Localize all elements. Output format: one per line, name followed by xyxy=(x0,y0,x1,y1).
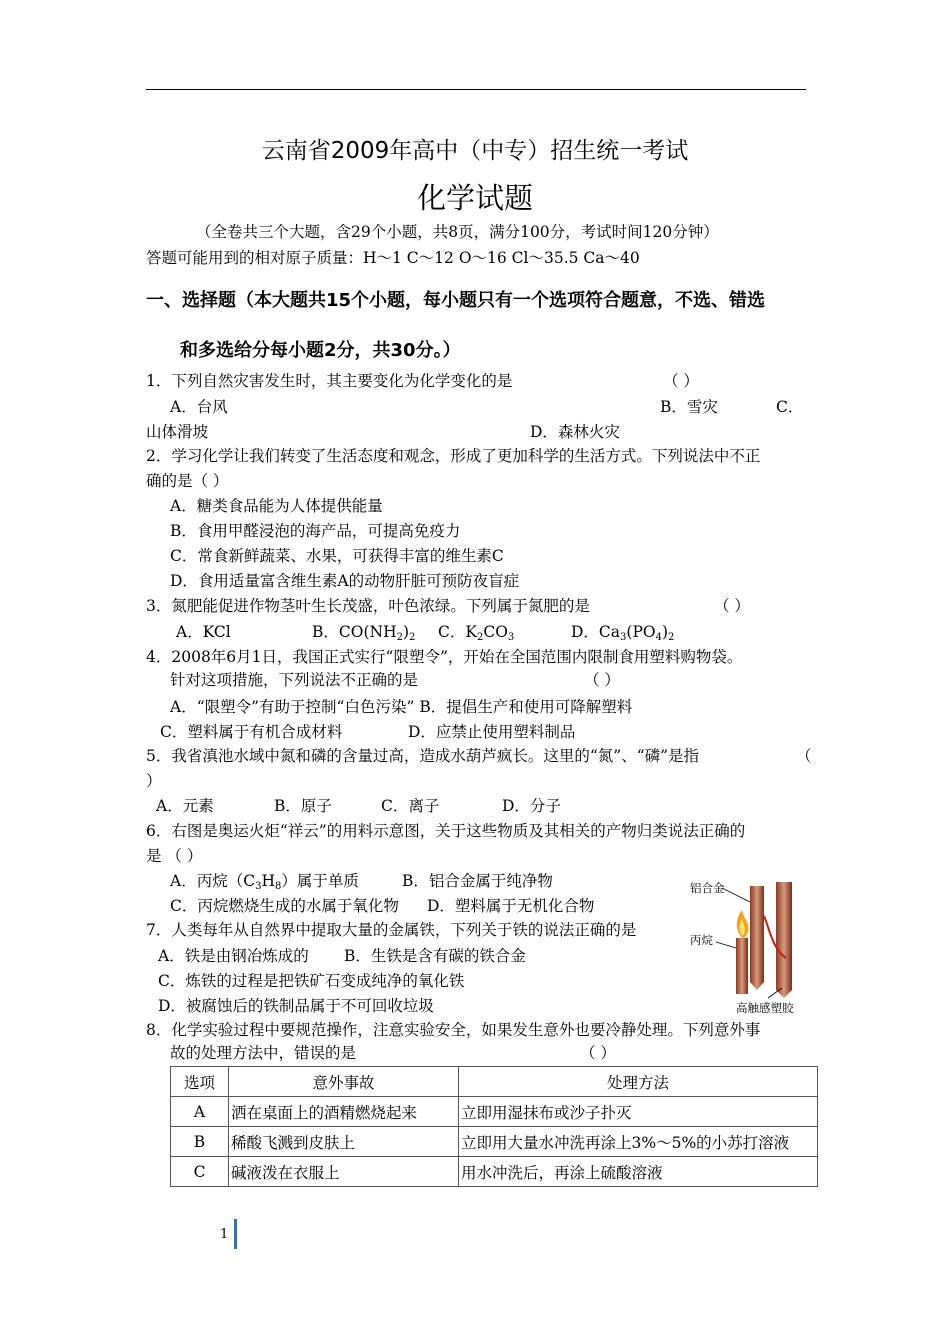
table-row xyxy=(171,1157,818,1187)
table-header: 意外事故 xyxy=(229,1067,459,1097)
q1-option-c: C． xyxy=(776,398,804,416)
q1-option-d: D．森林火灾 xyxy=(530,423,620,441)
table-cell: 碱液泼在衣服上 xyxy=(229,1157,459,1187)
q2-option-b: B．食用甲醛浸泡的海产品，可提高免疫力 xyxy=(170,522,461,540)
q8-stem-line2: 故的处理方法中，错误的是 xyxy=(170,1044,357,1062)
q6-option-c: C．丙烷燃烧生成的水属于氧化物 xyxy=(170,897,399,915)
q3-option-b: B．$CO(NH_2)_2$ xyxy=(312,623,416,643)
q1-stem: 1．下列自然灾害发生时，其主要变化为化学变化的是 xyxy=(146,372,513,390)
q5-stem: 5．我省滇池水域中氮和磷的含量过高，造成水葫芦疯长。这里的“氮”、“磷”是指 xyxy=(146,747,700,765)
exam-title: 云南省2009年高中（中专）招生统一考试 xyxy=(261,138,689,164)
table-cell: 立即用大量水冲洗再涂上3%～5%的小苏打溶液 xyxy=(459,1127,818,1157)
q6-option-b: B．铝合金属于纯净物 xyxy=(402,872,553,890)
q7-stem: 7．人类每年从自然界中提取大量的金属铁，下列关于铁的说法正确的是 xyxy=(146,921,637,939)
q1-option-b: B．雪灾 xyxy=(660,398,718,416)
q2-option-a: A．糖类食品能为人体提供能量 xyxy=(170,497,383,515)
q3-option-c: C．$K_2CO_3$ xyxy=(438,623,515,643)
q4-option-ab: A．“限塑令”有助于控制“白色污染” B．提倡生产和使用可降解塑料 xyxy=(170,698,633,716)
subject-title: 化学试题 xyxy=(416,181,533,215)
q4-answer-paren: （ ） xyxy=(584,671,620,689)
atomic-masses: 答题可能用到的相对原子质量：H～1 C～12 O～16 Cl～35.5 Ca～40 xyxy=(146,249,640,267)
q7-option-b: B．生铁是含有碳的铁合金 xyxy=(344,947,526,965)
q5-option-c: C．离子 xyxy=(381,797,440,815)
q1-answer-paren: （ ） xyxy=(663,372,699,390)
section-heading-line1: 一、选择题（本大题共15个小题，每小题只有一个选项符合题意，不选、错选 xyxy=(146,290,766,311)
table-cell: C xyxy=(171,1157,229,1187)
q4-stem-line1: 4．2008年6月1日，我国正式实行“限塑令”，开始在全国范围内限制食用塑料购物袋。 xyxy=(146,648,743,666)
leader-alloy xyxy=(722,888,750,902)
torch-tube-left xyxy=(736,938,748,994)
table-cell: 洒在桌面上的酒精燃烧起来 xyxy=(229,1097,459,1127)
leader-propane xyxy=(716,942,736,948)
table-cell: B xyxy=(171,1127,229,1157)
torch-tube-middle xyxy=(750,886,764,990)
table-header: 选项 xyxy=(171,1067,229,1097)
page-number-bar xyxy=(234,1219,237,1249)
q5-paren-open: （ xyxy=(796,747,812,765)
fig-label-plastic: 高触感塑胶 xyxy=(736,1001,794,1015)
q6-option-a: A．丙烷$(C_3H_8)$属于单质 xyxy=(170,872,359,892)
fig-label-propane: 丙烷 xyxy=(690,933,713,947)
section-heading-line2: 和多选给分每小题2分，共30分。） xyxy=(180,340,461,361)
q6-option-d: D．塑料属于无机化合物 xyxy=(427,897,595,915)
q4-option-c: C．塑料属于有机合成材料 xyxy=(160,723,343,741)
table-cell: 立即用湿抹布或沙子扑灭 xyxy=(459,1097,818,1127)
q7-option-c: C．炼铁的过程是把铁矿石变成纯净的氧化铁 xyxy=(158,972,465,990)
table-row xyxy=(171,1127,818,1157)
q3-stem: 3．氮肥能促进作物茎叶生长茂盛，叶色浓绿。下列属于氮肥的是 xyxy=(146,597,590,615)
q2-option-d: D．食用适量富含维生素A的动物肝脏可预防夜盲症 xyxy=(170,572,520,590)
q7-option-a: A．铁是由钢冶炼成的 xyxy=(158,947,309,965)
q3-option-d: D．$Ca_3(PO_4)_2$ xyxy=(571,623,675,643)
q7-option-d: D．被腐蚀后的铁制品属于不可回收垃圾 xyxy=(158,997,434,1015)
table-header: 处理方法 xyxy=(459,1067,818,1097)
q5-option-a: A．元素 xyxy=(156,797,214,815)
q3-option-a: A．KCl xyxy=(176,623,231,641)
q2-option-c: C．常食新鲜蔬菜、水果，可获得丰富的维生素C xyxy=(170,547,504,565)
q1-option-c-text: 山体滑坡 xyxy=(146,423,209,441)
q5-option-b: B．原子 xyxy=(274,797,332,815)
fig-label-alloy: 铝合金 xyxy=(690,881,725,895)
q4-stem-line2: 针对这项措施，下列说法不正确的是 xyxy=(170,671,419,689)
q5-option-d: D．分子 xyxy=(502,797,561,815)
exam-note: （全卷共三个大题，含29个小题，共8页，满分100分，考试时间120分钟） xyxy=(196,223,719,241)
q5-paren-close: ） xyxy=(146,772,162,790)
q2-stem-line1: 2．学习化学让我们转变了生活态度和观念，形成了更加科学的生活方式。下列说法中不正 xyxy=(146,447,761,465)
table-cell: 稀酸飞溅到皮肤上 xyxy=(229,1127,459,1157)
table-header-row xyxy=(171,1067,818,1097)
q2-stem-line2: 确的是（ ） xyxy=(146,472,229,490)
table-cell: 用水冲洗后，再涂上硫酸溶液 xyxy=(459,1157,818,1187)
q6-stem-line1: 6．右图是奥运火炬“祥云”的用料示意图，关于这些物质及其相关的产物归类说法正确的 xyxy=(146,822,746,840)
q1-option-a: A．台风 xyxy=(170,398,228,416)
q3-answer-paren: （ ） xyxy=(714,597,750,615)
q6-stem-line2: 是 （ ） xyxy=(146,847,203,865)
page-number: 1 xyxy=(220,1227,229,1242)
accident-table xyxy=(170,1066,818,1187)
q8-stem-line1: 8．化学实验过程中要规范操作，注意实验安全，如果发生意外也要冷静处理。下列意外事 xyxy=(146,1021,761,1039)
header-rule xyxy=(146,89,806,90)
table-cell: A xyxy=(171,1097,229,1127)
q8-answer-paren: （ ） xyxy=(580,1044,616,1062)
torch-tube-right xyxy=(776,882,792,998)
torch-figure xyxy=(688,872,810,1020)
q4-option-d: D．应禁止使用塑料制品 xyxy=(408,723,576,741)
table-row xyxy=(171,1097,818,1127)
